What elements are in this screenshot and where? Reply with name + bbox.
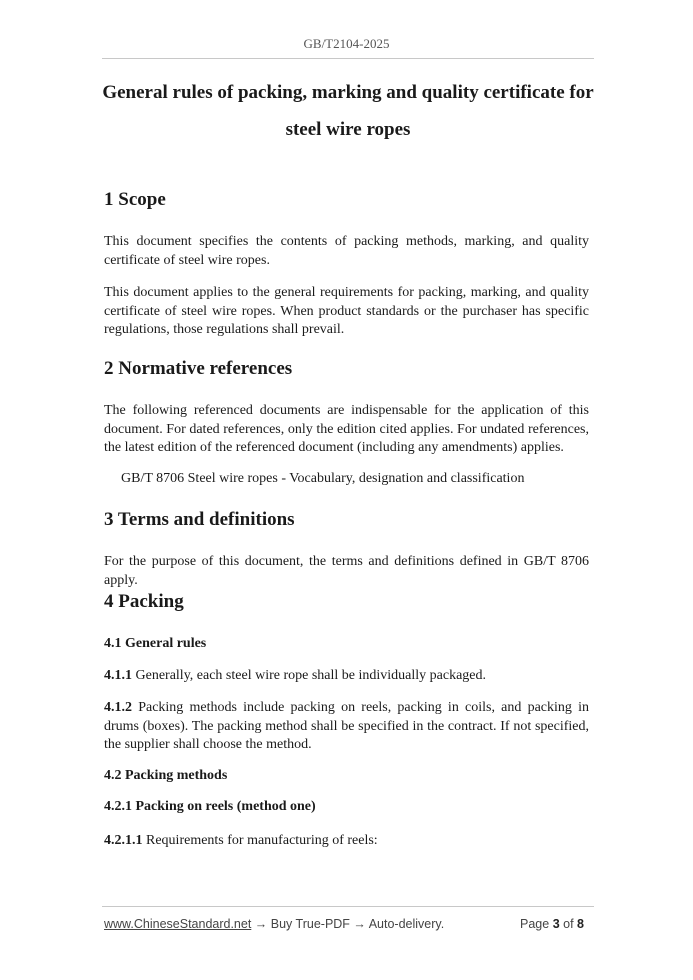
clause-text: Packing methods include packing on reels, packing in coils, and packing in drums (boxes). The packing method shall be specified in the contract. If not specified, the supplier shall choose the method.: [104, 700, 589, 752]
document-title-line-1: General rules of packing, marking and quality certificate for: [102, 82, 594, 103]
clause-number: 4.1.1: [104, 668, 132, 683]
section-heading-normative-references: 2 Normative references: [104, 358, 293, 379]
footer-tagline: → Buy True-PDF → Auto-delivery.: [251, 917, 445, 931]
section-heading-packing: 4 Packing: [104, 591, 184, 612]
clause-number: 4.2.1.1: [104, 833, 143, 848]
clause-number: 4.1.2: [104, 700, 132, 715]
page-label: Page: [520, 917, 550, 931]
normative-paragraph: The following referenced documents are indispensable for the application of this document. For dated references, only the edition cited applies. For undated references, the latest edition of the referenced document (including any amendments) applies.: [104, 403, 589, 455]
clause-4-1-2: [104, 699, 589, 755]
clause-4-2-1-1: [104, 832, 589, 851]
section-heading-scope: 1 Scope: [104, 189, 166, 210]
subsection-heading-4-2: 4.2 Packing methods: [104, 768, 228, 783]
subsection-heading-4-1: 4.1 General rules: [104, 636, 207, 651]
header-divider: [102, 58, 594, 59]
clause-text: Generally, each steel wire rope shall be individually packaged.: [132, 668, 487, 683]
scope-paragraph-1: This document specifies the contents of packing methods, marking, and quality certificate of steel wire ropes.: [104, 234, 589, 268]
page-footer: [104, 917, 584, 931]
of-label: of: [563, 917, 574, 931]
section-heading-terms: 3 Terms and definitions: [104, 509, 295, 530]
footer-divider: [102, 906, 594, 907]
page-indicator: [520, 917, 584, 931]
terms-paragraph: For the purpose of this document, the terms and definitions defined in GB/T 8706 apply.: [104, 554, 589, 588]
normative-reference-item: GB/T 8706 Steel wire ropes - Vocabulary, designation and classification: [121, 471, 525, 486]
subsection-heading-4-2-1: 4.2.1 Packing on reels (method one): [104, 799, 316, 814]
clause-text: Requirements for manufacturing of reels:: [142, 833, 378, 848]
website-link[interactable]: www.ChineseStandard.net: [104, 917, 252, 931]
running-header: GB/T2104-2025: [303, 36, 390, 51]
clause-4-1-1: [104, 667, 589, 686]
scope-paragraph-2: This document applies to the general requirements for packing, marking, and quality certificate of steel wire ropes. When product standards or the purchaser has specific regulations, those regulations shall prevail.: [104, 285, 589, 337]
page-number: 3: [552, 917, 560, 931]
page-total: 8: [577, 917, 584, 931]
document-title-line-2: steel wire ropes: [285, 119, 411, 140]
